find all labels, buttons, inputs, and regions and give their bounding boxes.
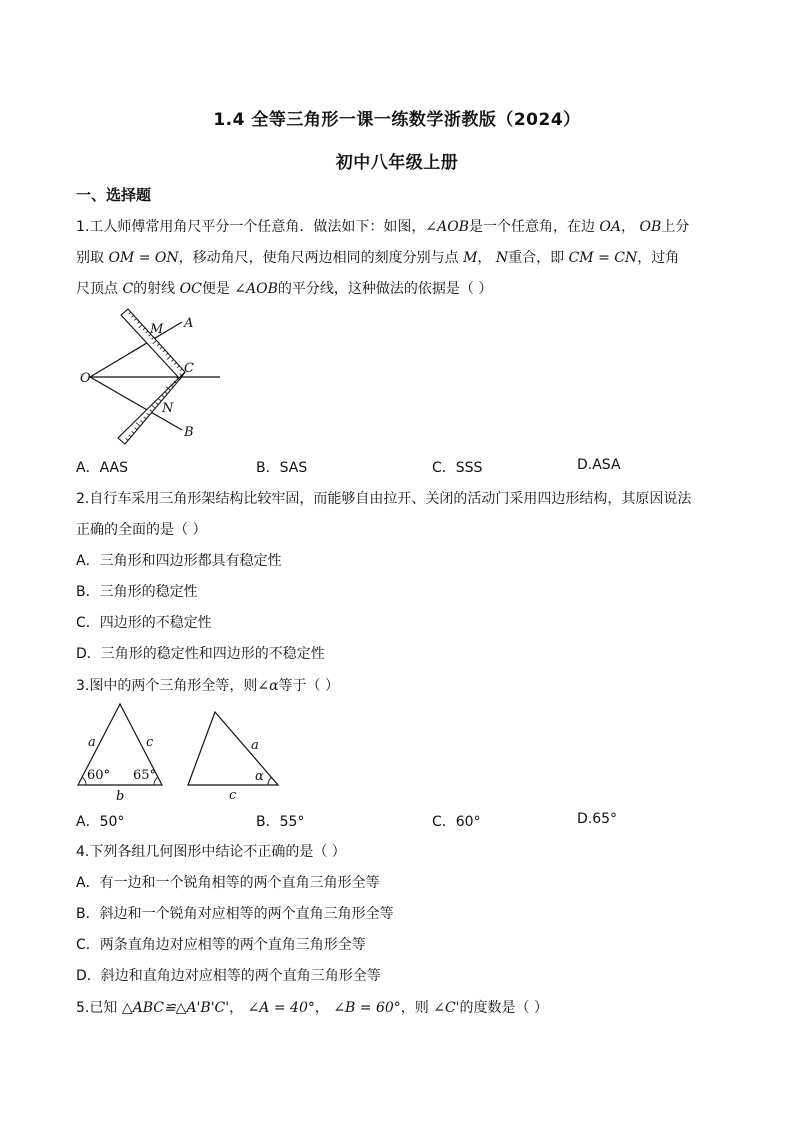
q3-triangle-figure-1 — [72, 700, 172, 804]
label-alpha: α — [255, 769, 264, 784]
q3-option-a[interactable]: A．50° — [76, 814, 125, 830]
q3-triangle-figure-2 — [180, 700, 290, 804]
page-subtitle: 初中八年级上册 — [335, 153, 459, 173]
q3-line-1: 3.图中的两个三角形全等，则∠α等于（ ） — [76, 678, 339, 694]
q4-option-c[interactable]: C．两条直角边对应相等的两个直角三角形全等 — [76, 937, 366, 953]
q4-option-a[interactable]: A．有一边和一个锐角相等的两个直角三角形全等 — [76, 875, 380, 891]
label-60-degrees: 60° — [87, 768, 111, 783]
q2-line-1: 2.自行车采用三角形架结构比较牢固，而能够自由拉开、关闭的活动门采用四边形结构，其原因说法 — [76, 491, 692, 507]
q1-line-1: 1.工人师傅常用角尺平分一个任意角．做法如下：如图，∠AOB是一个任意角，在边 OA， OB上分 — [76, 219, 690, 235]
q2-option-a[interactable]: A．三角形和四边形都具有稳定性 — [76, 553, 282, 569]
q1-option-a[interactable]: A．AAS — [76, 460, 129, 476]
q2-line-2: 正确的全面的是（ ） — [76, 522, 207, 538]
label-c-2: c — [229, 788, 237, 803]
q1-option-d[interactable]: D.ASA — [577, 457, 621, 473]
label-M: M — [150, 322, 164, 337]
q4-option-d[interactable]: D．斜边和直角边对应相等的两个直角三角形全等 — [76, 968, 381, 984]
label-a-2: a — [251, 738, 259, 753]
q3-option-c[interactable]: C．60° — [432, 814, 481, 830]
q2-option-b[interactable]: B．三角形的稳定性 — [76, 584, 198, 600]
q5-line-1: 5.已知 △ABC≌△A'B'C'， ∠A = 40°， ∠B = 60°，则 ∠C'的度数是（ ） — [76, 1000, 548, 1016]
q4-line-1: 4.下列各组几何图形中结论不正确的是（ ） — [76, 844, 346, 860]
q3-option-d[interactable]: D.65° — [577, 811, 618, 827]
section-heading: 一、选择题 — [76, 186, 152, 204]
q2-option-d[interactable]: D．三角形的稳定性和四边形的不稳定性 — [76, 646, 325, 662]
q2-option-c[interactable]: C．四边形的不稳定性 — [76, 615, 212, 631]
label-65-degrees: 65° — [133, 768, 157, 783]
q1-line-2: 别取 OM = ON，移动角尺，使角尺两边相同的刻度分别与点 M， N重合，即 CM = CN，过角 — [76, 250, 680, 266]
label-C: C — [184, 361, 194, 376]
q3-option-b[interactable]: B．55° — [256, 814, 305, 830]
q1-option-b[interactable]: B．SAS — [256, 460, 308, 476]
label-A: A — [184, 316, 194, 331]
q1-line-3: 尺顶点 C的射线 OC便是 ∠AOB的平分线，这种做法的依据是（ ） — [76, 281, 493, 297]
page-title: 1.4 全等三角形一课一练数学浙教版（2024） — [213, 110, 581, 130]
label-b: b — [116, 789, 125, 804]
label-N: N — [162, 401, 174, 416]
label-c: c — [146, 735, 154, 750]
label-a: a — [88, 735, 96, 750]
q1-angle-ruler-figure — [70, 300, 230, 450]
label-O: O — [80, 371, 91, 386]
q4-option-b[interactable]: B．斜边和一个锐角对应相等的两个直角三角形全等 — [76, 906, 394, 922]
q1-option-c[interactable]: C．SSS — [432, 460, 483, 476]
label-B: B — [184, 425, 194, 440]
